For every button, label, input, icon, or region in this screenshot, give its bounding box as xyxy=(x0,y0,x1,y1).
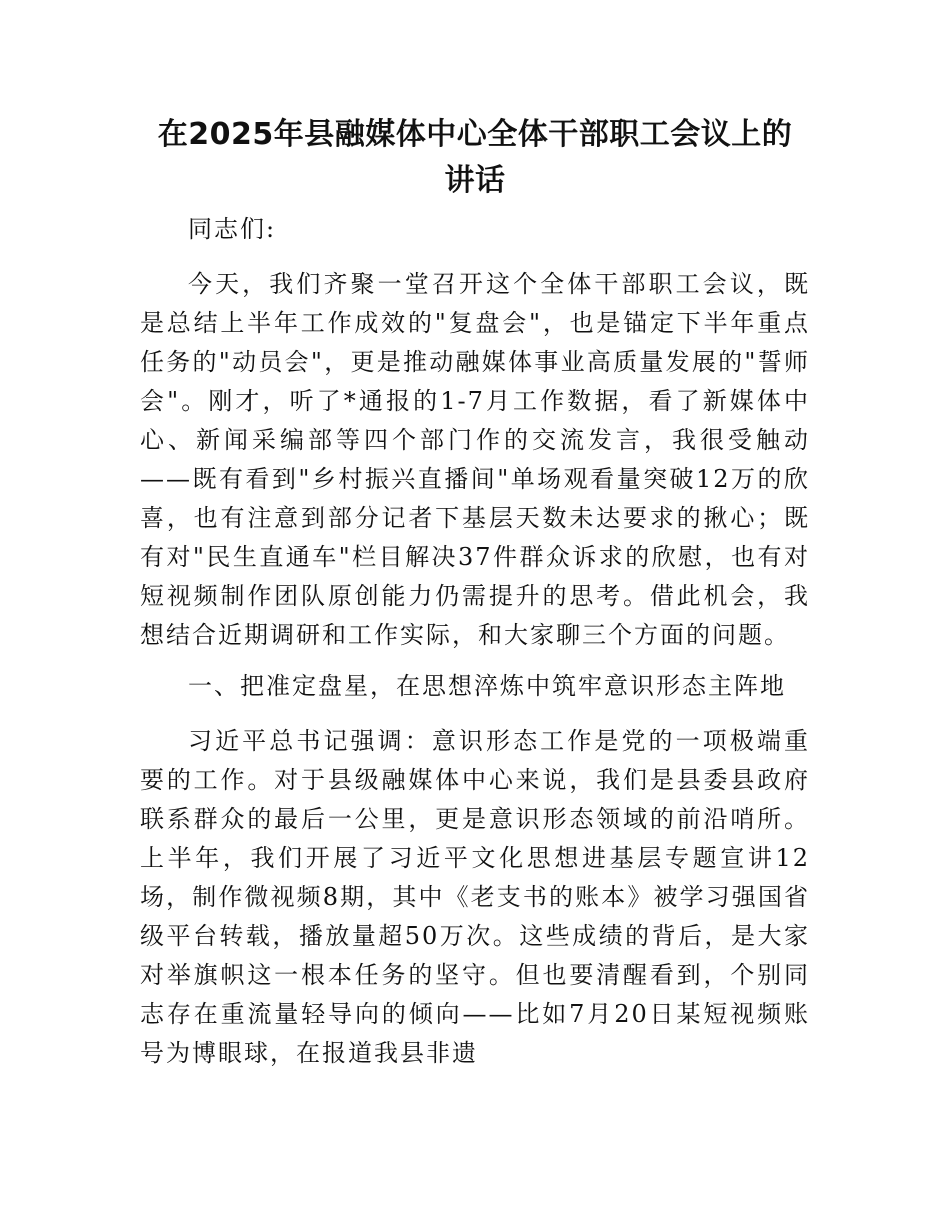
paragraph-section-1: 习近平总书记强调：意识形态工作是党的一项极端重要的工作。对于县级融媒体中心来说，我们是县委县政府联系群众的最后一公里，更是意识形态领域的前沿哨所。上半年，我们开展了习近平文化思想进基层专题宣讲12场，制作微视频8期，其中《老支书的账本》被学习强国省级平台转载，播放量超50万次。这些成绩的背后，是大家对举旗帜这一根本任务的坚守。但也要清醒看到，个别同志存在重流量轻导向的倾向——比如7月20日某短视频账号为博眼球，在报道我县非遗 xyxy=(140,727,810,1067)
title-line-2: 讲话 xyxy=(444,163,506,198)
section-heading-1: 一、把准定盘星，在思想淬炼中筑牢意识形态主阵地 xyxy=(188,672,786,700)
document-page xyxy=(140,112,810,1085)
title-line-1: 在2025年县融媒体中心全体干部职工会议上的 xyxy=(157,117,793,152)
salutation: 同志们: xyxy=(188,215,277,243)
paragraph-opening: 今天，我们齐聚一堂召开这个全体干部职工会议，既是总结上半年工作成效的"复盘会"，也是锚定下半年重点任务的"动员会"，更是推动融媒体事业高质量发展的"誓师会"。刚才，听了*通报的1-7月工作数据，看了新媒体中心、新闻采编部等四个部门作的交流发言，我很受触动——既有看到"乡村振兴直播间"单场观看量突破12万的欣喜，也有注意到部分记者下基层天数未达要求的揪心；既有对"民生直通车"栏目解决37件群众诉求的欣慰，也有对短视频制作团队原创能力仍需提升的思考。借此机会，我想结合近期调研和工作实际，和大家聊三个方面的问题。 xyxy=(140,270,810,649)
document-title xyxy=(140,112,810,204)
